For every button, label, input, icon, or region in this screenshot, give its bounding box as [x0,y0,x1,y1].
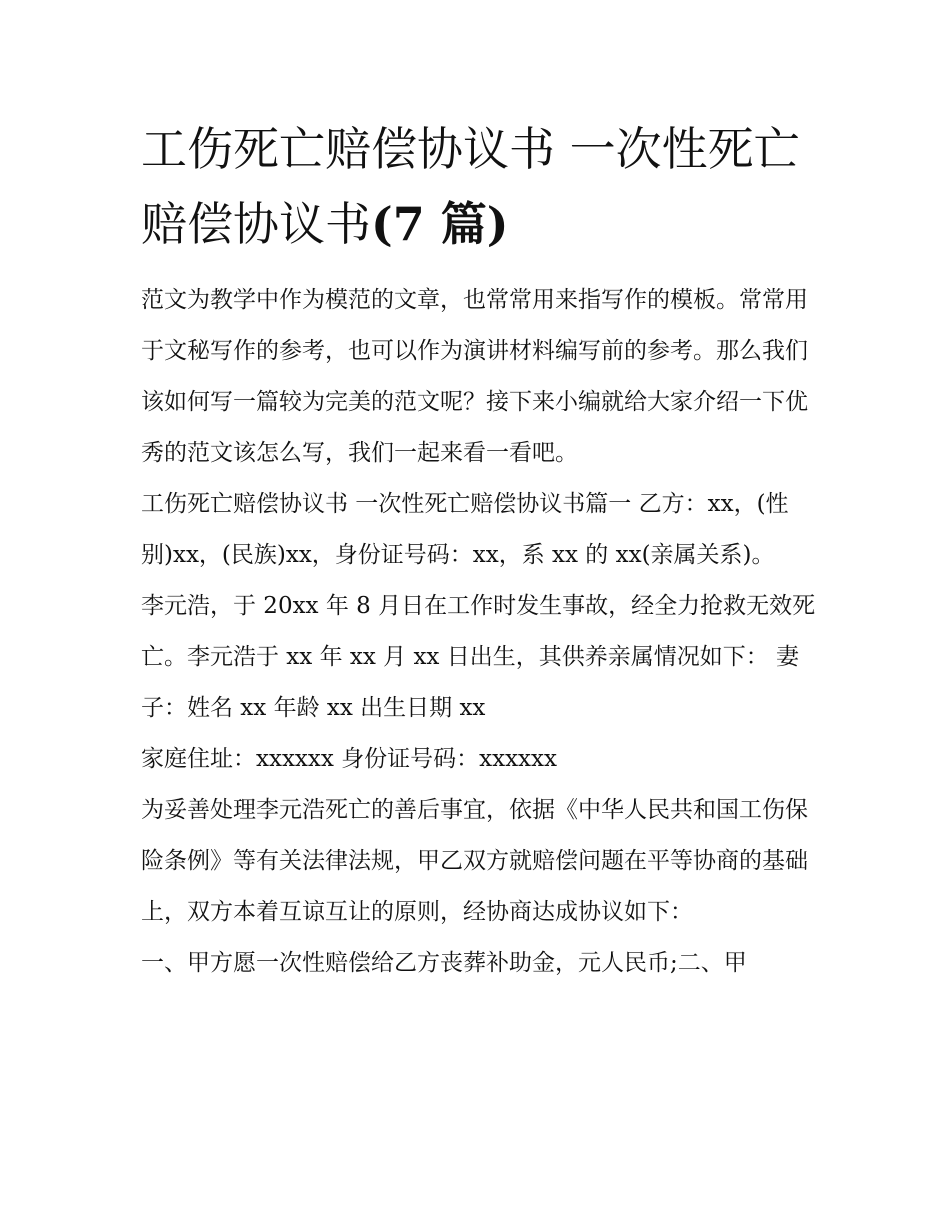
intro-paragraph: 范文为教学中作为模范的文章，也常常用来指写作的模板。常常用于文秘写作的参考，也可以作为演讲材料编写前的参考。那么我们该如何写一篇较为完美的范文呢？接下来小编就给大家介绍一下优秀的范文该怎么写，我们一起来看一看吧。 [141,287,808,466]
clause-paragraph: 一、甲方愿一次性赔偿给乙方丧葬补助金，元人民币;二、甲 [141,950,747,976]
document-title [141,112,816,262]
document-body [141,275,816,989]
basis-paragraph: 为妥善处理李元浩死亡的善后事宜，依据《中华人民共和国工伤保险条例》等有关法律法规，甲乙双方就赔偿问题在平等协商的基础上，双方本着互谅互让的原则，经协商达成协议如下： [141,797,808,925]
incident-paragraph: 李元浩，于 20xx 年 8 月日在工作时发生事故，经全力抢救无效死亡。李元浩于 xx 年 xx 月 xx 日出生，其供养亲属情况如下： 妻子：姓名 xx 年龄 xx 出生日期 xx [141,593,816,721]
address-paragraph: 家庭住址：xxxxxx 身份证号码：xxxxxx [141,746,557,772]
title-count-text: (7 篇) [371,197,509,251]
document-page [141,112,816,989]
party-b-paragraph: 工伤死亡赔偿协议书 一次性死亡赔偿协议书篇一 乙方：xx，(性别)xx，(民族)xx，身份证号码：xx，系 xx 的 xx(亲属关系)。 [141,491,789,568]
title-main-text: 工伤死亡赔偿协议书 一次性死亡赔偿协议书 [141,122,800,251]
